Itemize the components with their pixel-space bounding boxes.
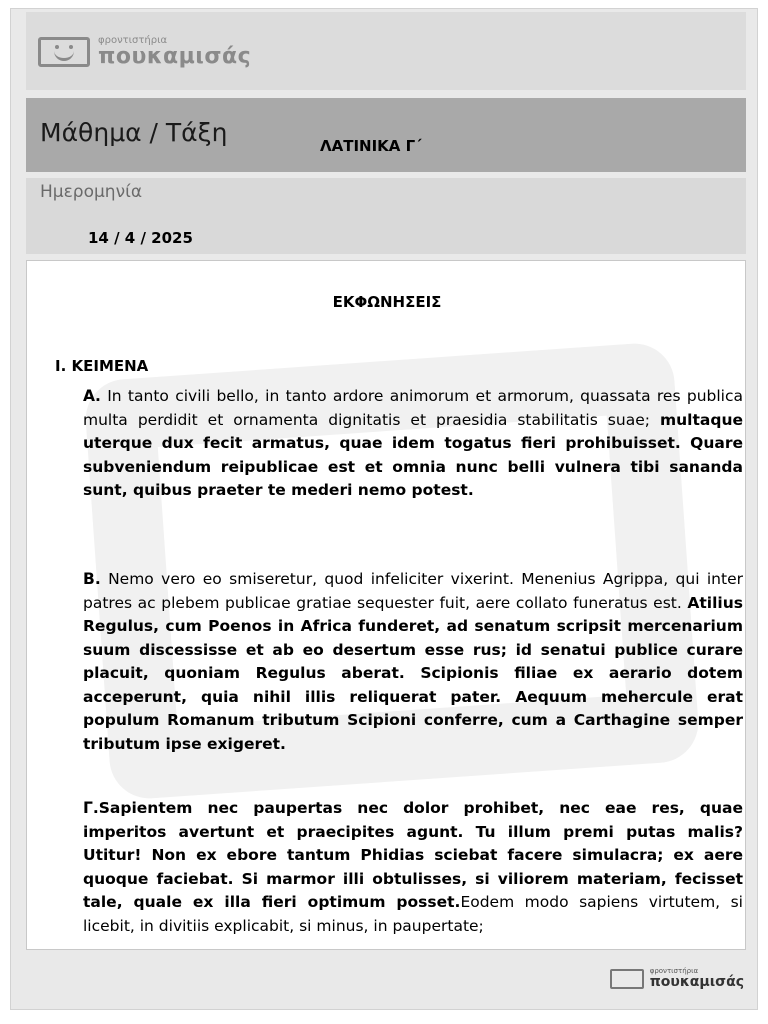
text-paragraph-c: Γ.Sapientem nec paupertas nec dolor prohibet, nec eae res, quae imperitos avertunt et praecipites agunt. Tu illum premi putas malis? Utitur! Non ex ebore tantum Phidias sciebat facere simulacra; ex aere quoque faciebat. Si marmor illi obtulisses, si viliorem materiam, fecisset tale, quale ex illa fieri optimum posset.Eodem modo sapiens virtutem, si licebit, in divitiis explicabit, si minus, in paupertate; xyxy=(83,799,743,935)
exam-content xyxy=(26,260,746,950)
logo-small-text: φροντιστήρια xyxy=(98,35,168,46)
date-value: 14 / 4 / 2025 xyxy=(88,229,193,247)
footer-logo xyxy=(610,968,744,989)
text-paragraph-a: Α. In tanto civili bello, in tanto ardore animorum et armorum, quassata res publica multa perdidit et ornamenta dignitatis et praesidia stabilitatis suae; multaque uterque dux fecit armatus, quae idem togatus fieri prohibuisset. Quare subveniendum reipublicae est et omnia nunc belli vulnera tibi sananda sunt, quibus praeter te mederi nemo potest. xyxy=(83,387,743,499)
section-title: Ι. ΚΕΙΜΕΝΑ xyxy=(55,357,149,375)
logo-face-icon xyxy=(38,37,90,67)
footer-logo-icon xyxy=(610,969,644,989)
logo-brand-text: πουκαμισάς xyxy=(98,44,252,69)
subject-label: Μάθημα / Τάξη xyxy=(40,118,228,147)
text-paragraph-b: Β. Nemo vero eo smiseretur, quod infeliciter vixerint. Menenius Agrippa, qui inter patres ac plebem publicae gratiae sequester fuit, aere collato funeratus est. Atilius Regulus, cum Poenos in Africa funderet, ad senatum scripsit mercenarium suum discessisse et ab eo desertum esse rus; id senatui publice curare placuit, quoniam Regulus aberat. Scipionis filiae ex aerario dotem acceperunt, quia nihil illis reliquerat pater. Aequum mehercule erat populum Romanum tributum Scipioni conferre, cum a Carthagine semper tributum ipse exigeret. xyxy=(83,570,743,753)
date-label: Ημερομηνία xyxy=(40,182,143,202)
footer-logo-small-text: φροντιστήρια xyxy=(649,967,699,975)
doc-heading: ΕΚΦΩΝΗΣΕΙΣ xyxy=(332,293,442,311)
subject-value: ΛΑΤΙΝΙΚΑ Γ΄ xyxy=(320,137,422,155)
brand-logo xyxy=(38,34,251,70)
footer-logo-brand-text: πουκαμισάς xyxy=(649,974,744,990)
